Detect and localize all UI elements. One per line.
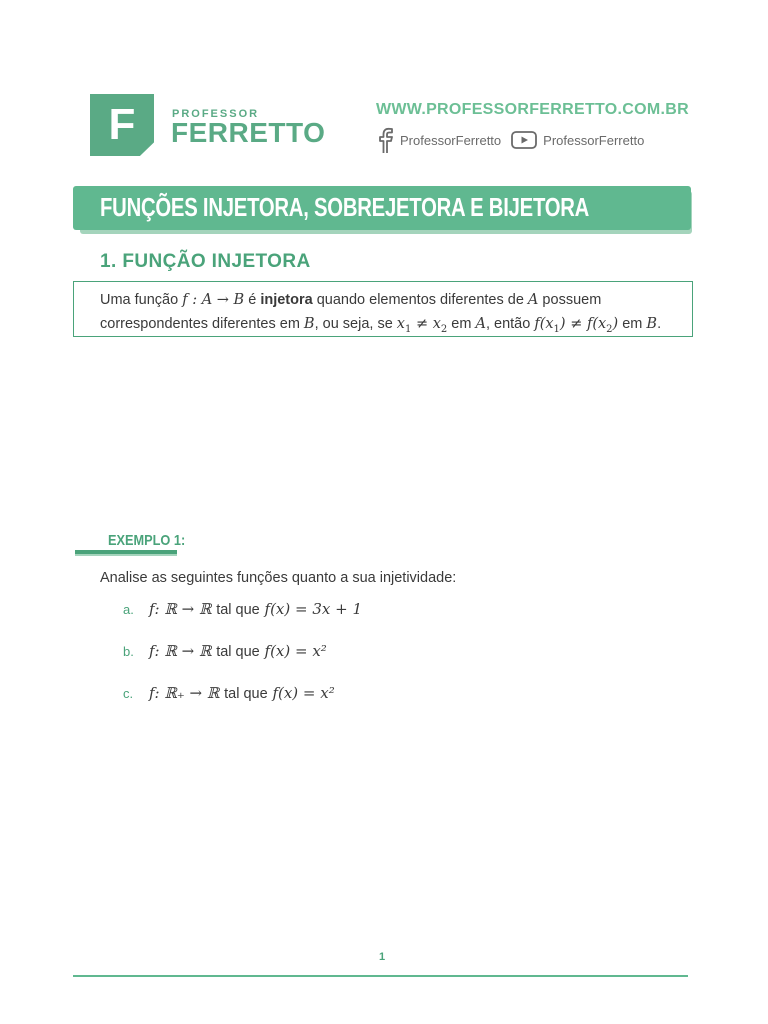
example-intro: Analise as seguintes funções quanto a sua injetividade: [100, 570, 457, 586]
list-item: b. f: ℝ → ℝ tal que f(x) = x² [123, 642, 327, 660]
example-label: EXEMPLO 1: [108, 532, 186, 549]
example-underline-light [75, 554, 177, 556]
site-url[interactable]: WWW.PROFESSORFERRETTO.COM.BR [376, 101, 689, 118]
definition-text: Uma função f : A → B é injetora quando elementos diferentes de A possuem correspondentes diferentes em B, ou seja, se $x_1 \ne x_2$ em A, então $f(x_1) \ne f(x_2)$ em B. [100, 292, 662, 335]
youtube-icon[interactable] [511, 131, 537, 149]
logo-subtitle: PROFESSOR [172, 108, 260, 120]
list-item: a. f: ℝ → ℝ tal que f(x) = 3x + 1 [123, 600, 363, 618]
logo-letter: F [108, 100, 136, 149]
list-marker: a. [123, 602, 134, 617]
facebook-icon[interactable] [376, 126, 394, 154]
bold-term: injetora [260, 292, 313, 308]
facebook-handle[interactable]: ProfessorFerretto [400, 132, 502, 148]
footer-rule [73, 975, 688, 977]
page-title: FUNÇÕES INJETORA, SOBREJETORA E BIJETORA [100, 192, 590, 222]
social-links [376, 126, 644, 154]
youtube-handle[interactable]: ProfessorFerretto [543, 132, 645, 148]
list-marker: c. [123, 686, 134, 701]
list-marker: b. [123, 644, 134, 659]
list-item: c. f: ℝ₊ → ℝ tal que f(x) = x² [123, 684, 335, 702]
section-title: 1. FUNÇÃO INJETORA [100, 251, 311, 272]
logo-name: FERRETTO [171, 117, 326, 148]
page-number: 1 [379, 951, 386, 963]
